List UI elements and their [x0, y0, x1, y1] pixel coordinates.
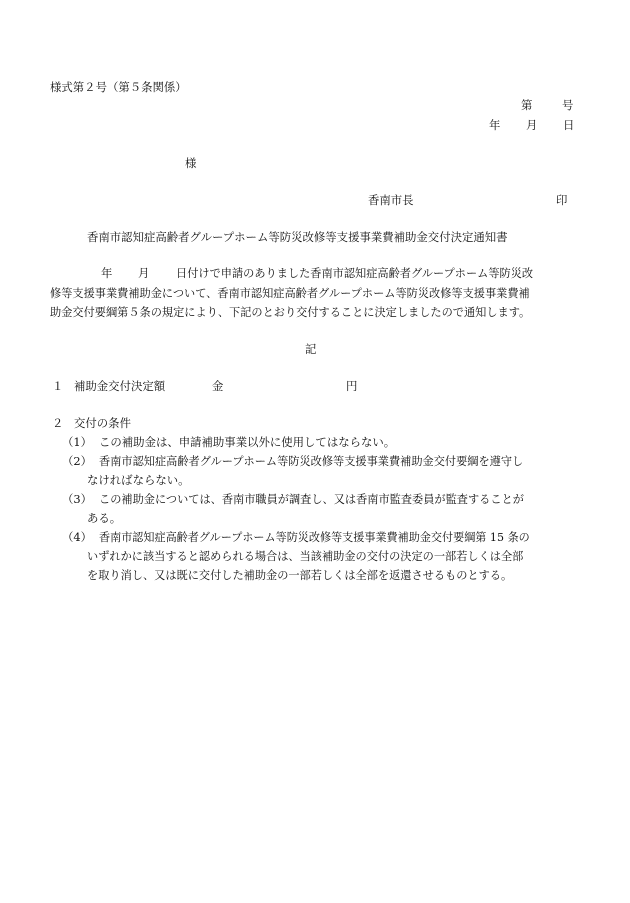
condition-line: なければならない。 — [87, 473, 190, 487]
condition-number: （2） — [62, 454, 93, 468]
condition-number: （1） — [62, 435, 93, 449]
ki-marker: 記 — [305, 342, 317, 356]
body-line-1: 日付けで申請のありました香南市認知症高齢者グループホーム等防災改 — [176, 267, 534, 280]
item2-number: ２ — [52, 416, 64, 430]
condition-number: （3） — [62, 492, 93, 506]
item1-number: １ — [52, 379, 64, 393]
body-line-2: 修等支援事業費補助金について、香南市認知症高齢者グループホーム等防災改修等支援事業費補 — [50, 287, 530, 300]
document-number-prefix: 第 — [521, 98, 533, 112]
addressee-honorific: 様 — [185, 156, 197, 170]
issuer-seal: 印 — [556, 193, 568, 207]
item1-yen: 円 — [346, 379, 358, 393]
date-month: 月 — [526, 118, 538, 132]
document-number-suffix: 号 — [562, 98, 574, 112]
condition-line: ある。 — [87, 511, 122, 525]
condition-line: この補助金については、香南市職員が調査し、又は香南市監査委員が監査することが — [99, 493, 524, 506]
condition-line: いずれかに該当すると認められる場合は、当該補助金の交付の決定の一部若しくは全部 — [87, 550, 524, 563]
item1-label: 補助金交付決定額 — [74, 379, 166, 393]
condition-line: 香南市認知症高齢者グループホーム等防災改修等支援事業費補助金交付要綱を遵守し — [99, 455, 524, 468]
issuer-name: 香南市長 — [368, 193, 414, 207]
date-year: 年 — [489, 118, 501, 132]
body-date-month: 月 — [138, 266, 150, 280]
date-day: 日 — [563, 118, 575, 132]
condition-line: この補助金は、申請補助事業以外に使用してはならない。 — [99, 435, 396, 449]
item1-kin: 金 — [212, 379, 224, 393]
body-date-year: 年 — [101, 266, 113, 280]
body-line-3: 助金交付要綱第５条の規定により、下記のとおり交付することに決定しましたので通知します。 — [50, 306, 531, 319]
document-title: 香南市認知症高齢者グループホーム等防災改修等支援事業費補助金交付決定通知書 — [87, 230, 508, 244]
item2-label: 交付の条件 — [74, 416, 131, 430]
form-label: 様式第２号（第５条関係） — [50, 80, 187, 94]
condition-line: を取り消し、又は既に交付した補助金の一部若しくは全部を返還させるものとする。 — [87, 569, 513, 582]
condition-line: 香南市認知症高齢者グループホーム等防災改修等支援事業費補助金交付要綱第 15 条の — [99, 531, 530, 544]
condition-number: （4） — [62, 530, 93, 544]
